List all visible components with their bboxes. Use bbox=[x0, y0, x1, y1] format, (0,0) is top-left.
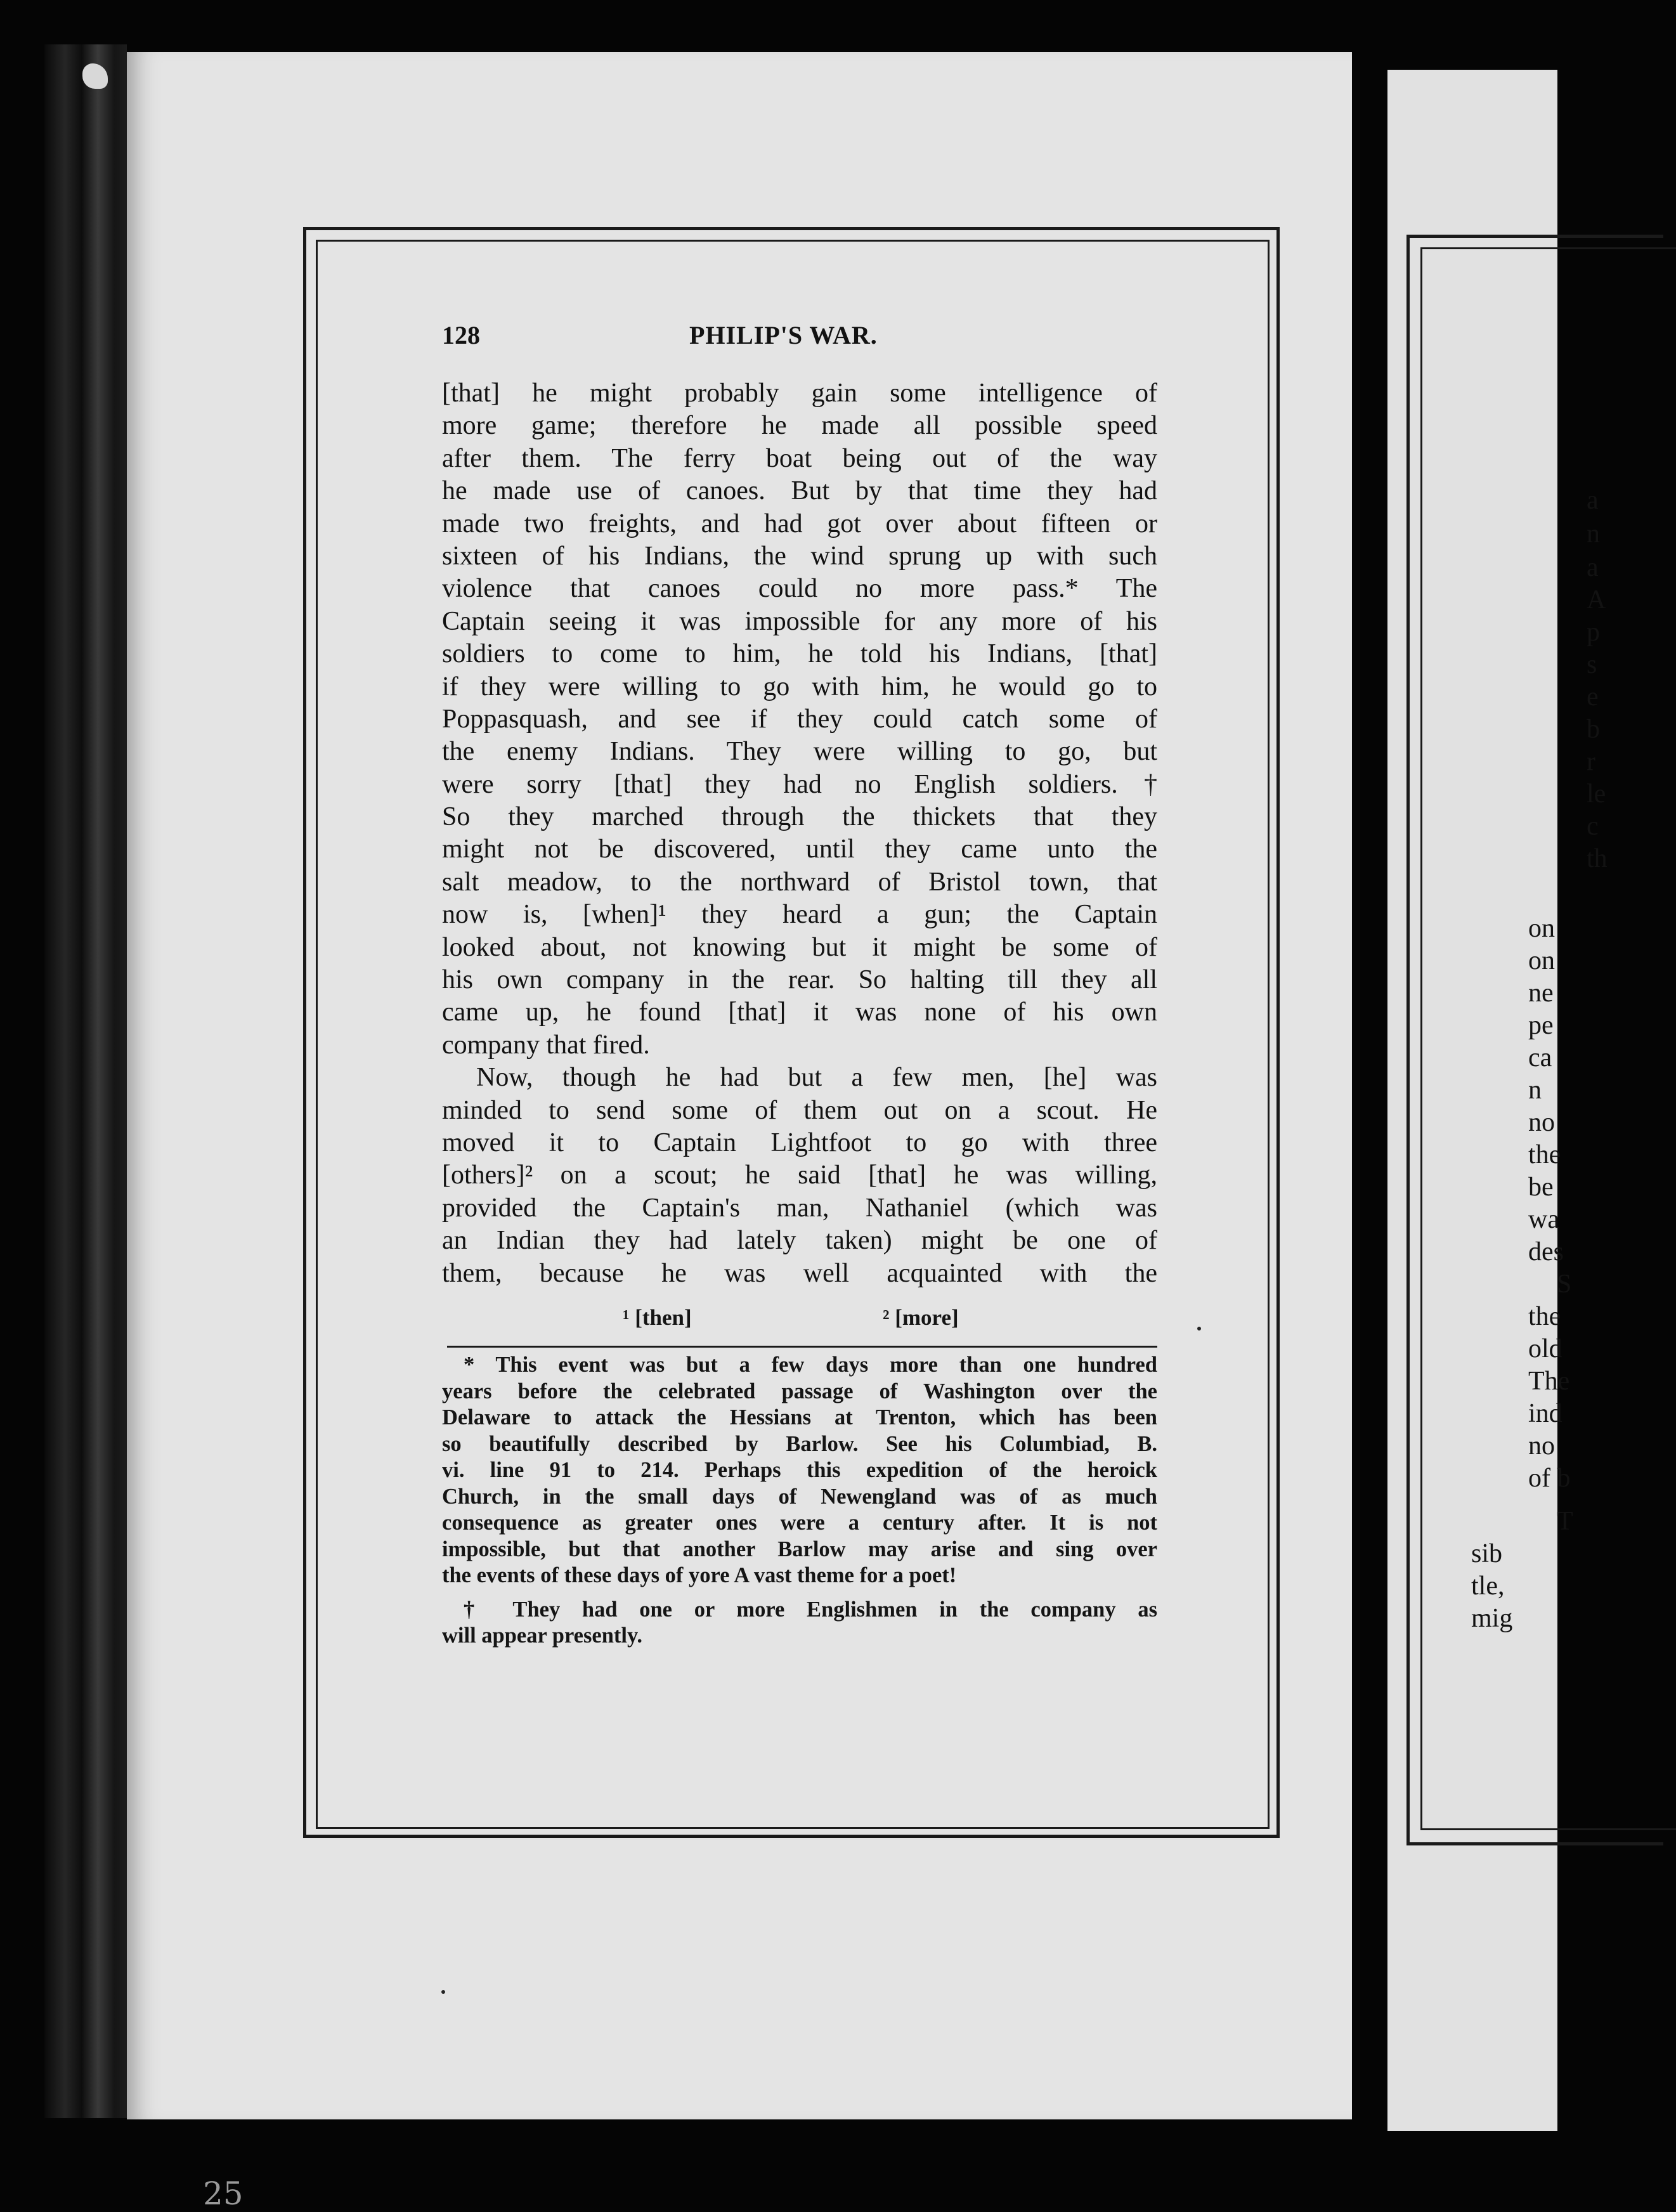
right-page-fragment: c bbox=[1587, 812, 1599, 841]
editorial-notes bbox=[442, 1305, 1157, 1338]
body-line: [others]² on a scout; he said [that] he was willing, bbox=[442, 1161, 1157, 1190]
footnote-line: vi. line 91 to 214. Perhaps this expedition of the heroick bbox=[442, 1458, 1157, 1482]
right-page-fragment: p bbox=[1587, 618, 1600, 647]
right-page-fragment: pe bbox=[1528, 1011, 1554, 1040]
footnote-line: consequence as greater ones were a century after. It is not bbox=[442, 1511, 1157, 1535]
editorial-note-2: ² [more] bbox=[883, 1305, 959, 1330]
footnote-line: Church, in the small days of Newengland was of as much bbox=[442, 1484, 1157, 1509]
body-line: might not be discovered, until they came unto the bbox=[442, 835, 1157, 864]
right-page-fragment: n bbox=[1528, 1076, 1542, 1105]
right-page-fragment: of b bbox=[1528, 1464, 1571, 1493]
right-page-fragment: th bbox=[1587, 844, 1608, 873]
body-line: Now, though he had but a few men, [he] was bbox=[476, 1063, 1157, 1093]
body-line: them, because he was well acquainted with the bbox=[442, 1258, 1157, 1288]
right-page-fragment: old bbox=[1528, 1334, 1562, 1363]
body-line: provided the Captain's man, Nathaniel (which was bbox=[442, 1193, 1157, 1223]
right-page-fragment: sib bbox=[1471, 1539, 1503, 1568]
body-line: moved it to Captain Lightfoot to go with three bbox=[442, 1128, 1157, 1157]
right-page-fragment: no bbox=[1528, 1431, 1555, 1461]
right-page-fragment: wa bbox=[1528, 1205, 1559, 1234]
right-page-fragment: A bbox=[1587, 585, 1606, 615]
right-page-fragment: a bbox=[1587, 553, 1599, 582]
book-spine bbox=[44, 44, 127, 2118]
body-line: more game; therefore he made all possible speed bbox=[442, 411, 1157, 441]
right-page-fragment: the bbox=[1528, 1140, 1561, 1169]
body-line: [that] he might probably gain some intelligence of bbox=[442, 379, 1157, 408]
body-line: the enemy Indians. They were willing to go, but bbox=[442, 737, 1157, 767]
body-line: if they were willing to go with him, he would go to bbox=[442, 672, 1157, 701]
running-title: PHILIP'S WAR. bbox=[689, 321, 878, 349]
right-page-fragment: s bbox=[1587, 650, 1597, 679]
footnote-rule bbox=[447, 1346, 1157, 1348]
body-line: salt meadow, to the northward of Bristol town, that bbox=[442, 867, 1157, 897]
footnote-line: impossible, but that another Barlow may arise and sing over bbox=[442, 1537, 1157, 1561]
body-line: Captain seeing it was impossible for any more of his bbox=[442, 606, 1157, 636]
right-page-fragment: S bbox=[1557, 1270, 1572, 1299]
right-page-fragment: no bbox=[1528, 1108, 1555, 1137]
editorial-note-1: ¹ [then] bbox=[623, 1305, 692, 1330]
footnote-line: will appear presently. bbox=[442, 1623, 642, 1648]
right-page-fragment: a bbox=[1587, 486, 1599, 515]
footnote-line: the events of these days of yore A vast theme for a poet! bbox=[442, 1563, 957, 1587]
footnote-line: † They had one or more Englishmen in the company as bbox=[464, 1597, 1157, 1622]
body-line: his own company in the rear. So halting till they all bbox=[442, 965, 1157, 995]
footnote-line: Delaware to attack the Hessians at Trenton, which has been bbox=[442, 1405, 1157, 1429]
right-page-fragment: ind bbox=[1528, 1399, 1562, 1428]
body-line: now is, [when]¹ they heard a gun; the Captain bbox=[442, 900, 1157, 930]
right-page-fragment: n bbox=[1587, 519, 1600, 549]
right-page-fragment: the bbox=[1528, 1302, 1561, 1331]
page-header bbox=[442, 320, 1157, 358]
body-line: So they marched through the thickets that they bbox=[442, 802, 1157, 832]
page-number: 128 bbox=[442, 321, 480, 349]
right-page-fragment: ca bbox=[1528, 1043, 1552, 1072]
right-page-fragment: mig bbox=[1471, 1604, 1513, 1633]
body-line: Poppasquash, and see if they could catch some of bbox=[442, 704, 1157, 734]
right-page-fragment: le bbox=[1587, 779, 1606, 809]
right-page-fragment: ne bbox=[1528, 979, 1554, 1008]
body-line: soldiers to come to him, he told his Indians, [that] bbox=[442, 639, 1157, 669]
right-page-fragment: e bbox=[1587, 682, 1599, 712]
footnote-line: years before the celebrated passage of Washington over the bbox=[442, 1379, 1157, 1403]
right-page-fragment: tle, bbox=[1471, 1571, 1505, 1601]
right-page-fragment: on bbox=[1528, 914, 1555, 943]
right-page-fragment: r bbox=[1587, 747, 1595, 776]
body-line: after them. The ferry boat being out of the way bbox=[442, 443, 1157, 473]
ink-speck bbox=[1197, 1327, 1201, 1330]
footnote-line: * This event was but a few days more than one hundred bbox=[464, 1353, 1157, 1377]
ink-speck bbox=[441, 1990, 445, 1994]
body-text bbox=[442, 377, 1157, 1290]
body-line: violence that canoes could no more pass.* The bbox=[442, 574, 1157, 604]
body-line: came up, he found [that] it was none of his own bbox=[442, 998, 1157, 1027]
handwritten-mark: 25 bbox=[203, 2175, 244, 2212]
right-page-fragment: b bbox=[1587, 715, 1600, 744]
body-line: were sorry [that] they had no English soldiers.† bbox=[442, 769, 1157, 799]
right-page-fragment: on bbox=[1528, 946, 1555, 975]
body-line: he made use of canoes. But by that time they had bbox=[442, 476, 1157, 506]
right-page-fragment: T bbox=[1557, 1507, 1573, 1536]
body-line: sixteen of his Indians, the wind sprung up with such bbox=[442, 541, 1157, 571]
body-line: minded to send some of them out on a scout. He bbox=[442, 1095, 1157, 1125]
footnote-line: so beautifully described by Barlow. See his Columbiad, B. bbox=[442, 1431, 1157, 1456]
body-line: an Indian they had lately taken) might be one of bbox=[442, 1226, 1157, 1256]
body-line: made two freights, and had got over about fifteen or bbox=[442, 509, 1157, 538]
footnotes bbox=[442, 1352, 1157, 1649]
right-page-fragment: The bbox=[1528, 1367, 1570, 1396]
right-page-fragment: des bbox=[1528, 1237, 1564, 1266]
footnote-spacer bbox=[442, 1589, 1157, 1597]
body-line: looked about, not knowing but it might be some of bbox=[442, 932, 1157, 962]
body-line: company that fired. bbox=[442, 1030, 650, 1060]
right-page-fragment: be bbox=[1528, 1173, 1554, 1202]
